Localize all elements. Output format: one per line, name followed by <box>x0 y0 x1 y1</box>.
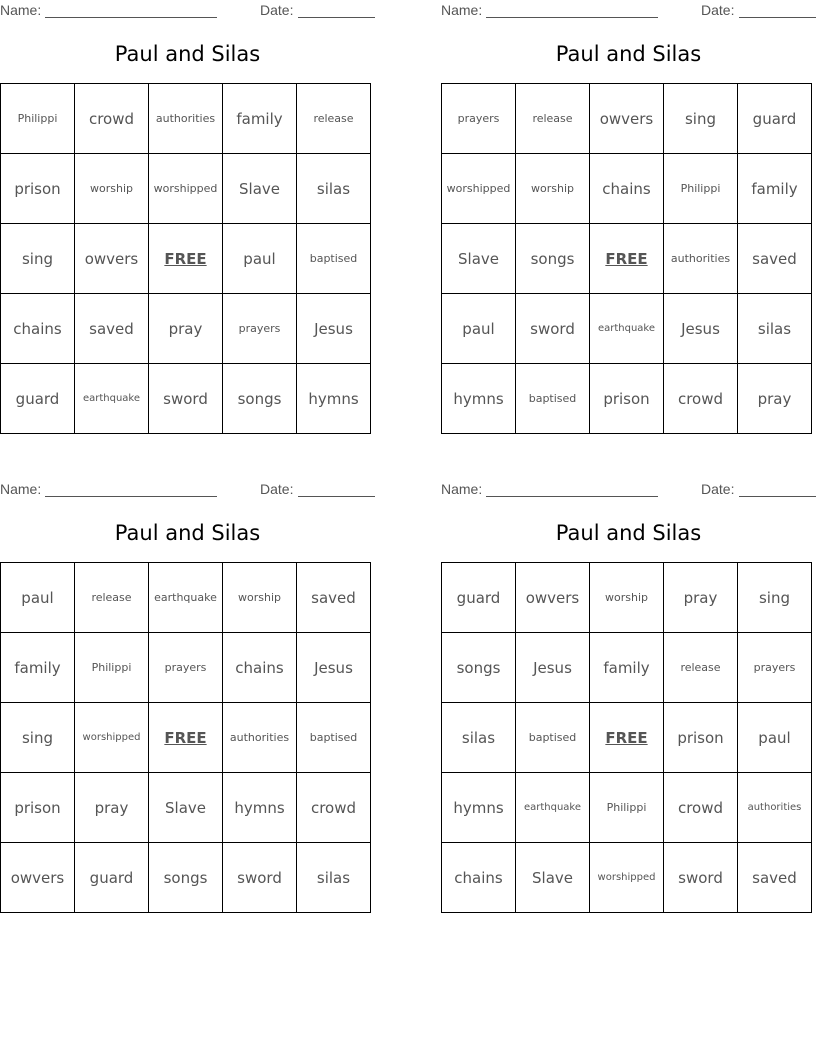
grid-cell: crowd <box>75 84 149 154</box>
grid-cell: hymns <box>223 773 297 843</box>
card-header <box>441 479 816 499</box>
grid-row <box>442 773 812 843</box>
grid-cell: Philippi <box>664 154 738 224</box>
grid-row <box>1 843 371 913</box>
free-space: FREE <box>590 224 664 294</box>
grid-cell: release <box>516 84 590 154</box>
grid-cell: Slave <box>149 773 223 843</box>
grid-row <box>442 563 812 633</box>
grid-cell: crowd <box>664 773 738 843</box>
bingo-card <box>0 479 375 887</box>
grid-cell: earthquake <box>149 563 223 633</box>
name-line <box>486 496 658 497</box>
grid-cell: owvers <box>516 563 590 633</box>
grid-row <box>1 154 371 224</box>
card-title: Paul and Silas <box>555 42 702 66</box>
grid-cell: guard <box>75 843 149 913</box>
grid-cell: saved <box>738 843 812 913</box>
free-space: FREE <box>149 703 223 773</box>
date-label: Date: <box>701 481 735 497</box>
card-title: Paul and Silas <box>114 521 261 545</box>
grid-cell: silas <box>738 294 812 364</box>
grid-cell: songs <box>149 843 223 913</box>
grid-row <box>1 703 371 773</box>
card-title: Paul and Silas <box>555 521 702 545</box>
date-label: Date: <box>260 481 294 497</box>
grid-cell: hymns <box>442 364 516 434</box>
grid-cell: saved <box>297 563 371 633</box>
grid-cell: release <box>664 633 738 703</box>
card-title: Paul and Silas <box>114 42 261 66</box>
grid-cell: Philippi <box>590 773 664 843</box>
grid-row <box>1 633 371 703</box>
card-header <box>0 479 375 499</box>
date-label: Date: <box>260 2 294 18</box>
grid-cell: Slave <box>516 843 590 913</box>
name-line <box>486 17 658 18</box>
grid-cell: sword <box>223 843 297 913</box>
grid-cell: songs <box>516 224 590 294</box>
grid-cell: Philippi <box>1 84 75 154</box>
grid-row <box>1 364 371 434</box>
date-line <box>298 17 375 18</box>
name-line <box>45 496 217 497</box>
grid-cell: worship <box>590 563 664 633</box>
grid-row <box>1 563 371 633</box>
grid-cell: sword <box>149 364 223 434</box>
name-label: Name: <box>441 2 483 18</box>
card-header <box>0 0 375 20</box>
grid-cell: pray <box>149 294 223 364</box>
grid-cell: songs <box>442 633 516 703</box>
grid-cell: family <box>590 633 664 703</box>
grid-cell: prayers <box>223 294 297 364</box>
grid-cell: chains <box>1 294 75 364</box>
card-header <box>441 0 816 20</box>
grid-cell: owvers <box>1 843 75 913</box>
grid-cell: silas <box>297 843 371 913</box>
grid-cell: authorities <box>223 703 297 773</box>
name-label: Name: <box>0 481 42 497</box>
free-space: FREE <box>590 703 664 773</box>
grid-cell: guard <box>738 84 812 154</box>
date-line <box>739 496 816 497</box>
grid-cell: Jesus <box>297 633 371 703</box>
grid-cell: sing <box>664 84 738 154</box>
grid-cell: silas <box>442 703 516 773</box>
grid-cell: authorities <box>149 84 223 154</box>
grid-cell: chains <box>590 154 664 224</box>
date-label: Date: <box>701 2 735 18</box>
grid-cell: owvers <box>75 224 149 294</box>
grid-cell: authorities <box>738 773 812 843</box>
grid-cell: Jesus <box>664 294 738 364</box>
grid-cell: baptised <box>516 703 590 773</box>
grid-cell: guard <box>1 364 75 434</box>
bingo-grid <box>441 83 812 434</box>
grid-cell: songs <box>223 364 297 434</box>
grid-cell: prayers <box>738 633 812 703</box>
grid-row <box>1 224 371 294</box>
grid-row <box>442 364 812 434</box>
grid-row <box>442 224 812 294</box>
grid-cell: chains <box>223 633 297 703</box>
grid-cell: earthquake <box>590 294 664 364</box>
grid-row <box>1 294 371 364</box>
grid-cell: Jesus <box>516 633 590 703</box>
grid-cell: Slave <box>223 154 297 224</box>
grid-cell: sword <box>516 294 590 364</box>
grid-cell: paul <box>1 563 75 633</box>
grid-cell: family <box>738 154 812 224</box>
grid-cell: sword <box>664 843 738 913</box>
grid-cell: worship <box>516 154 590 224</box>
date-line <box>298 496 375 497</box>
grid-cell: prison <box>664 703 738 773</box>
grid-cell: sing <box>1 224 75 294</box>
name-label: Name: <box>0 2 42 18</box>
grid-cell: prayers <box>149 633 223 703</box>
grid-cell: family <box>1 633 75 703</box>
grid-cell: paul <box>738 703 812 773</box>
grid-cell: baptised <box>297 224 371 294</box>
grid-cell: release <box>75 563 149 633</box>
grid-cell: worship <box>75 154 149 224</box>
bingo-grid <box>441 562 812 913</box>
grid-cell: earthquake <box>75 364 149 434</box>
grid-cell: release <box>297 84 371 154</box>
grid-cell: pray <box>738 364 812 434</box>
grid-cell: sing <box>738 563 812 633</box>
free-space: FREE <box>149 224 223 294</box>
grid-row <box>1 773 371 843</box>
grid-row <box>442 703 812 773</box>
grid-cell: saved <box>75 294 149 364</box>
grid-cell: baptised <box>516 364 590 434</box>
grid-cell: prison <box>590 364 664 434</box>
grid-cell: hymns <box>442 773 516 843</box>
bingo-grid <box>0 83 371 434</box>
grid-cell: Philippi <box>75 633 149 703</box>
grid-cell: guard <box>442 563 516 633</box>
grid-cell: worshipped <box>442 154 516 224</box>
grid-row <box>442 154 812 224</box>
grid-cell: worship <box>223 563 297 633</box>
grid-row <box>442 633 812 703</box>
name-label: Name: <box>441 481 483 497</box>
grid-cell: prison <box>1 154 75 224</box>
grid-cell: saved <box>738 224 812 294</box>
grid-cell: prayers <box>442 84 516 154</box>
bingo-grid <box>0 562 371 913</box>
grid-cell: worshipped <box>590 843 664 913</box>
grid-cell: authorities <box>664 224 738 294</box>
grid-cell: earthquake <box>516 773 590 843</box>
grid-cell: worshipped <box>75 703 149 773</box>
grid-cell: Slave <box>442 224 516 294</box>
grid-row <box>1 84 371 154</box>
grid-cell: pray <box>75 773 149 843</box>
grid-row <box>442 294 812 364</box>
grid-row <box>442 843 812 913</box>
grid-cell: pray <box>664 563 738 633</box>
grid-cell: owvers <box>590 84 664 154</box>
bingo-card <box>441 479 816 887</box>
grid-cell: crowd <box>664 364 738 434</box>
grid-cell: worshipped <box>149 154 223 224</box>
grid-cell: prison <box>1 773 75 843</box>
bingo-card <box>0 0 375 408</box>
grid-cell: paul <box>223 224 297 294</box>
grid-cell: hymns <box>297 364 371 434</box>
bingo-card <box>441 0 816 408</box>
grid-cell: crowd <box>297 773 371 843</box>
grid-cell: sing <box>1 703 75 773</box>
grid-cell: Jesus <box>297 294 371 364</box>
grid-cell: chains <box>442 843 516 913</box>
name-line <box>45 17 217 18</box>
date-line <box>739 17 816 18</box>
grid-cell: silas <box>297 154 371 224</box>
grid-row <box>442 84 812 154</box>
grid-cell: baptised <box>297 703 371 773</box>
grid-cell: family <box>223 84 297 154</box>
grid-cell: paul <box>442 294 516 364</box>
